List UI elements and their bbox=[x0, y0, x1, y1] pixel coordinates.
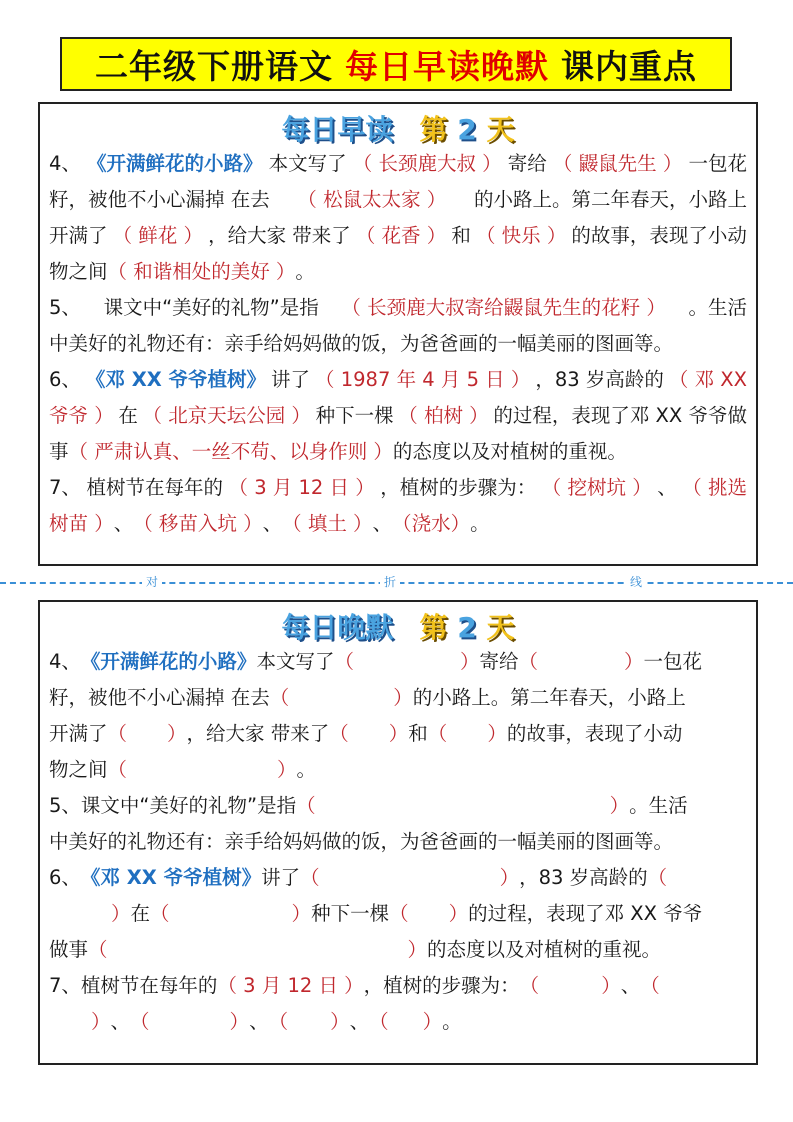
q6-blank[interactable] bbox=[150, 896, 311, 932]
blank-close: ） bbox=[609, 794, 630, 817]
q6-blank-close[interactable]: ） bbox=[111, 902, 131, 925]
q5-number: 5、 bbox=[49, 296, 81, 319]
q7-text: 、 bbox=[657, 476, 677, 499]
q6-text: 种下一棵 bbox=[315, 404, 394, 427]
banner-grade: 二年级下册语文 bbox=[95, 46, 333, 86]
blank-close: ） bbox=[499, 866, 520, 889]
q4-text: ，给大家 带来了 bbox=[186, 722, 330, 745]
q6-line1 bbox=[49, 362, 747, 398]
day-label bbox=[420, 113, 515, 146]
q7-answer: 树苗 ） bbox=[49, 512, 114, 535]
morning-reading-title bbox=[40, 108, 756, 148]
q5-text: 课文中“美好的礼物”是指 bbox=[80, 794, 297, 817]
q4-book-title: 《开满鲜花的小路》 bbox=[87, 152, 263, 175]
blank-close: ） bbox=[277, 758, 297, 781]
q7-blank[interactable] bbox=[640, 968, 660, 1004]
q6-answer: （ 邓 XX bbox=[668, 368, 747, 391]
q7-answer: （ 3 月 12 日 ） bbox=[228, 476, 375, 499]
q7-blank[interactable] bbox=[520, 968, 621, 1004]
blank-close: ） bbox=[422, 1010, 443, 1033]
morning-reading-panel bbox=[38, 102, 758, 566]
blank-close: ） bbox=[291, 902, 312, 925]
blank-open: （ bbox=[300, 866, 320, 889]
q4-text: 本文写了 bbox=[256, 650, 335, 673]
q7-text: 、 bbox=[620, 974, 641, 997]
q4-line3 bbox=[49, 218, 747, 254]
q4-answer: （ 快乐 ） bbox=[475, 224, 567, 247]
banner-highlight: 每日早读晚默 bbox=[345, 46, 549, 86]
q4-text: 本文写了 bbox=[268, 152, 347, 175]
q4-line4 bbox=[49, 254, 747, 290]
q7-text: 。 bbox=[470, 512, 490, 535]
q5-line1 bbox=[49, 788, 747, 824]
blank-open: （ bbox=[329, 722, 349, 745]
q7-blank[interactable] bbox=[269, 1004, 350, 1040]
q6-text: 讲了 bbox=[271, 368, 311, 391]
q6-text: 做事 bbox=[49, 938, 89, 961]
evening-dictation-body bbox=[49, 644, 747, 1040]
q4-text: 一包花 bbox=[643, 650, 703, 673]
q4-line4 bbox=[49, 752, 747, 788]
q6-text: 讲了 bbox=[261, 866, 301, 889]
q7-line1 bbox=[49, 968, 747, 1004]
q5-number: 5、 bbox=[49, 794, 81, 817]
q7-answer: （ 挖树坑 ） bbox=[541, 476, 652, 499]
blank-close: ） bbox=[229, 1010, 250, 1033]
q6-text: 的过程，表现了邓 XX 爷爷 bbox=[468, 902, 703, 925]
day-unit: 天 bbox=[486, 113, 515, 146]
q7-text: 、 bbox=[372, 512, 393, 535]
q7-text: 、 bbox=[113, 512, 134, 535]
blank-open: （ bbox=[269, 686, 290, 709]
q7-text: 植树节在每年的 bbox=[86, 476, 223, 499]
q4-line2 bbox=[49, 182, 747, 218]
q4-text: 。 bbox=[296, 758, 317, 781]
q4-blank[interactable] bbox=[108, 716, 187, 752]
q6-blank[interactable] bbox=[88, 932, 427, 968]
q4-blank[interactable] bbox=[334, 644, 479, 680]
q6-text: 种下一棵 bbox=[311, 902, 390, 925]
q4-text: 籽，被他不小心漏掉 在去 bbox=[49, 686, 270, 709]
q7-text: 、 bbox=[262, 512, 283, 535]
q7-text: ，植树的步骤为： bbox=[380, 476, 537, 499]
evening-dictation-panel bbox=[38, 600, 758, 1065]
q6-blank[interactable] bbox=[389, 896, 468, 932]
q6-text: 在 bbox=[118, 404, 138, 427]
q6-text: ，83 岁高龄的 bbox=[519, 866, 648, 889]
blank-open: （ bbox=[369, 1010, 389, 1033]
blank-open: （ bbox=[296, 794, 316, 817]
panel-title-text: 每日早读 bbox=[281, 113, 394, 146]
q4-line2 bbox=[49, 680, 747, 716]
blank-open: （ bbox=[107, 758, 128, 781]
blank-open: （ bbox=[427, 722, 448, 745]
q6-line1 bbox=[49, 860, 747, 896]
blank-open: （ bbox=[107, 722, 128, 745]
q4-text: 的故事，表现了小动 bbox=[571, 224, 747, 247]
q6-text: 的过程，表现了邓 XX 爷爷做 bbox=[493, 404, 747, 427]
q6-line3 bbox=[49, 434, 747, 470]
day-number: 2 bbox=[457, 113, 477, 146]
q5-line2 bbox=[49, 326, 747, 362]
q5-blank[interactable] bbox=[296, 788, 629, 824]
q5-text: 中美好的礼物还有：亲手给妈妈做的饭，为爸爸画的一幅美丽的图画等。 bbox=[49, 830, 674, 853]
blank-close: ） bbox=[448, 902, 469, 925]
q4-answer: （ 鲜花 ） bbox=[112, 224, 203, 247]
q7-blank[interactable] bbox=[130, 1004, 249, 1040]
q4-text: 籽，被他不小心漏掉 在去 bbox=[49, 188, 270, 211]
q7-text: 。 bbox=[442, 1010, 462, 1033]
q5-text: 。生活 bbox=[688, 296, 747, 319]
q5-line2 bbox=[49, 824, 747, 860]
q6-number: 6、 bbox=[49, 368, 81, 391]
q4-blank[interactable] bbox=[428, 716, 507, 752]
q7-blank[interactable] bbox=[369, 1004, 442, 1040]
blank-close: ） bbox=[167, 722, 187, 745]
day-prefix: 第 bbox=[419, 611, 448, 644]
blank-open: （ bbox=[389, 902, 409, 925]
q4-text: ，给大家 带来了 bbox=[208, 224, 351, 247]
q7-text: 、 bbox=[110, 1010, 131, 1033]
q5-text: 中美好的礼物还有：亲手给妈妈做的饭，为爸爸画的一幅美丽的图画等。 bbox=[49, 332, 674, 355]
blank-close: ） bbox=[487, 722, 507, 745]
q4-text: 和 bbox=[451, 224, 471, 247]
day-label bbox=[420, 611, 515, 644]
q4-answer: （ 鼹鼠先生 ） bbox=[552, 152, 683, 175]
q7-blank-close[interactable]: ） bbox=[91, 1010, 111, 1033]
q4-text: 开满了 bbox=[49, 224, 108, 247]
q7-text: 植树节在每年的 bbox=[80, 974, 218, 997]
q5-line1 bbox=[49, 290, 747, 326]
q6-text: 的态度以及对植树的重视。 bbox=[427, 938, 662, 961]
q4-text: 寄给 bbox=[479, 650, 519, 673]
panel-title-text: 每日晚默 bbox=[281, 611, 394, 644]
blank-open: （ bbox=[640, 974, 660, 997]
q4-text: 开满了 bbox=[49, 722, 108, 745]
blank-open: （ bbox=[130, 1010, 150, 1033]
q7-answer: （ 挑选 bbox=[682, 476, 747, 499]
fold-label: 线 bbox=[626, 574, 646, 590]
q6-blank[interactable] bbox=[300, 860, 519, 896]
blank-close: ） bbox=[393, 686, 413, 709]
page-banner bbox=[60, 37, 732, 91]
q4-answer: （ 和谐相处的美好 ） bbox=[107, 260, 296, 283]
banner-topic: 课内重点 bbox=[561, 46, 697, 86]
day-unit: 天 bbox=[486, 611, 515, 644]
blank-close: ） bbox=[407, 938, 428, 961]
blank-close: ） bbox=[459, 650, 480, 673]
q5-text: 课文中“美好的礼物”是指 bbox=[103, 296, 319, 319]
q4-blank[interactable] bbox=[519, 644, 644, 680]
q7-line2 bbox=[49, 506, 747, 542]
q4-number: 4、 bbox=[49, 650, 81, 673]
q5-answer: （ 长颈鹿大叔寄给鼹鼠先生的花籽 ） bbox=[341, 296, 666, 319]
q7-text: 、 bbox=[349, 1010, 370, 1033]
q4-blank[interactable] bbox=[108, 752, 297, 788]
q4-text: 的小路上。第二年春天，小路上 bbox=[473, 188, 747, 211]
q4-text: 和 bbox=[408, 722, 428, 745]
q7-number: 7、 bbox=[49, 974, 81, 997]
q7-line2 bbox=[49, 1004, 747, 1040]
blank-close: ） bbox=[330, 1010, 350, 1033]
q6-text: 在 bbox=[130, 902, 151, 925]
q6-answer: （ 柏树 ） bbox=[398, 404, 489, 427]
day-number: 2 bbox=[457, 611, 477, 644]
blank-open: （ bbox=[334, 650, 354, 673]
q4-answer: （ 花香 ） bbox=[355, 224, 447, 247]
fold-label: 对 bbox=[142, 574, 162, 590]
q7-answer: （浇水） bbox=[392, 512, 471, 535]
q7-answer: （ 移苗入坑 ） bbox=[133, 512, 263, 535]
blank-close: ） bbox=[601, 974, 621, 997]
q5-text: 。生活 bbox=[629, 794, 688, 817]
q4-answer: （ 长颈鹿大叔 ） bbox=[352, 152, 502, 175]
q6-answer: （ 1987 年 4 月 5 日 ） bbox=[315, 368, 531, 391]
evening-dictation-title bbox=[40, 606, 756, 646]
q6-line2 bbox=[49, 896, 747, 932]
q7-text: 、 bbox=[249, 1010, 269, 1033]
q6-line2 bbox=[49, 398, 747, 434]
q7-line1 bbox=[49, 470, 747, 506]
q6-book-title: 《邓 XX 爷爷植树》 bbox=[80, 866, 262, 889]
blank-open: （ bbox=[268, 1010, 289, 1033]
q4-blank[interactable] bbox=[329, 716, 408, 752]
q4-book-title: 《开满鲜花的小路》 bbox=[80, 650, 257, 673]
q7-answer: （ 填土 ） bbox=[282, 512, 373, 535]
fold-line bbox=[0, 574, 793, 590]
q6-text: 事 bbox=[49, 440, 69, 463]
q7-text: ，植树的步骤为： bbox=[363, 974, 520, 997]
blank-open: （ bbox=[88, 938, 108, 961]
blank-open: （ bbox=[647, 866, 668, 889]
q4-text: 一包花 bbox=[688, 152, 747, 175]
q6-answer: （ 严肃认真、一丝不苟、以身作则 ） bbox=[68, 440, 393, 463]
q4-text: 的小路上。第二年春天，小路上 bbox=[412, 686, 686, 709]
fold-label: 折 bbox=[380, 574, 400, 590]
q4-text: 。 bbox=[295, 260, 315, 283]
q4-text: 物之间 bbox=[49, 260, 108, 283]
q7-answer: （ 3 月 12 日 ） bbox=[217, 974, 364, 997]
q4-answer: （ 松鼠太太家 ） bbox=[297, 188, 447, 211]
q4-line1 bbox=[49, 146, 747, 182]
blank-open: （ bbox=[519, 974, 540, 997]
q6-text: 的态度以及对植树的重视。 bbox=[392, 440, 627, 463]
q4-number: 4、 bbox=[49, 152, 81, 175]
blank-open: （ bbox=[518, 650, 539, 673]
q6-line3 bbox=[49, 932, 747, 968]
q4-text: 物之间 bbox=[49, 758, 108, 781]
q6-answer: 爷爷 ） bbox=[49, 404, 114, 427]
q6-text: ，83 岁高龄的 bbox=[535, 368, 664, 391]
morning-reading-body bbox=[49, 146, 747, 542]
q4-line1 bbox=[49, 644, 747, 680]
q6-blank[interactable] bbox=[648, 860, 668, 896]
q7-number: 7、 bbox=[49, 476, 81, 499]
blank-close: ） bbox=[624, 650, 644, 673]
blank-close: ） bbox=[388, 722, 409, 745]
q4-line3 bbox=[49, 716, 747, 752]
q6-book-title: 《邓 XX 爷爷植树》 bbox=[85, 368, 267, 391]
q6-number: 6、 bbox=[49, 866, 81, 889]
q4-blank[interactable] bbox=[270, 680, 413, 716]
q6-answer: （ 北京天坛公园 ） bbox=[142, 404, 311, 427]
q4-text: 寄给 bbox=[507, 152, 547, 175]
day-prefix: 第 bbox=[419, 113, 448, 146]
q4-text: 的故事，表现了小动 bbox=[506, 722, 683, 745]
blank-open: （ bbox=[150, 902, 170, 925]
